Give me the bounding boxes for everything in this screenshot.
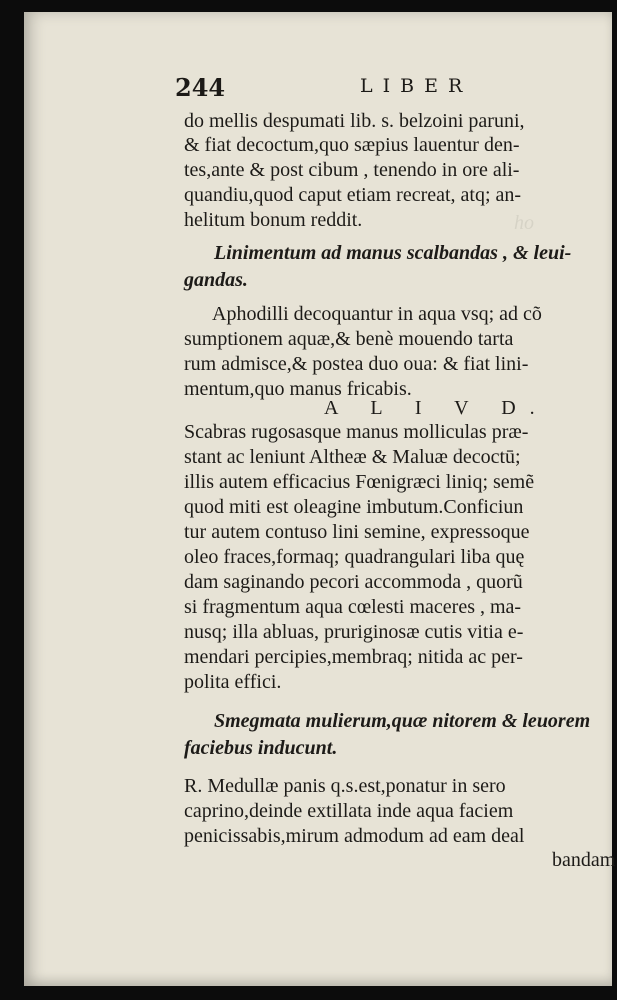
- text-line: R. Medullæ panis q.s.est,ponatur in sero: [184, 775, 506, 797]
- text-line: dam saginando pecori accommoda , quorũ: [184, 571, 523, 593]
- running-head: LIBER: [360, 75, 473, 97]
- bleed-through-text: ho: [514, 212, 534, 234]
- text-line: polita effici.: [184, 671, 282, 693]
- text-line: stant ac leniunt Altheæ & Maluæ decoctū;: [184, 446, 521, 468]
- text-line: rum admisce,& postea duo oua: & fiat lini-: [184, 353, 529, 375]
- text-line: Aphodilli decoquantur in aqua vsq; ad cõ: [212, 303, 542, 325]
- text-line: nusq; illa abluas, pruriginosæ cutis vitia e-: [184, 621, 524, 643]
- text-line: quandiu,quod caput etiam recreat, atq; an-: [184, 184, 522, 206]
- book-page: [24, 12, 616, 986]
- text-line: caprino,deinde extillata inde aqua faciem: [184, 800, 514, 822]
- text-line: quod miti est oleagine imbutum.Conficiun: [184, 496, 524, 518]
- text-line: Scabras rugosasque manus molliculas præ-: [184, 421, 529, 443]
- text-line: mentum,quo manus fricabis.: [184, 378, 412, 400]
- text-line: helitum bonum reddit.: [184, 209, 363, 231]
- text-line: do mellis despumati lib. s. belzoini paruni,: [184, 110, 525, 132]
- text-line: & fiat decoctum,quo sæpius lauentur den-: [184, 134, 520, 156]
- text-line: tur autem contuso lini semine, expressoque: [184, 521, 530, 543]
- section-heading: A L I V D.: [324, 397, 549, 419]
- section-heading: faciebus inducunt.: [184, 737, 338, 759]
- text-line: oleo fraces,formaq; quadrangulari liba quę: [184, 546, 525, 568]
- catchword: bandam: [552, 849, 616, 871]
- text-line: sumptionem aquæ,& benè mouendo tarta: [184, 328, 514, 350]
- text-line: penicissabis,mirum admodum ad eam deal: [184, 825, 525, 847]
- section-heading: Smegmata mulierum,quæ nitorem & leuorem: [214, 710, 591, 732]
- text-line: tes,ante & post cibum , tenendo in ore ali-: [184, 159, 520, 181]
- text-line: illis autem efficacius Fœnigræci liniq; semẽ: [184, 471, 535, 493]
- section-heading: Linimentum ad manus scalbandas , & leui-: [214, 242, 572, 264]
- section-heading: gandas.: [184, 269, 248, 291]
- page-number: 244: [175, 73, 226, 102]
- text-line: mendari percipies,membraq; nitida ac per-: [184, 646, 523, 668]
- text-line: si fragmentum aqua cœlesti maceres , ma-: [184, 596, 522, 618]
- page-header: [175, 69, 572, 105]
